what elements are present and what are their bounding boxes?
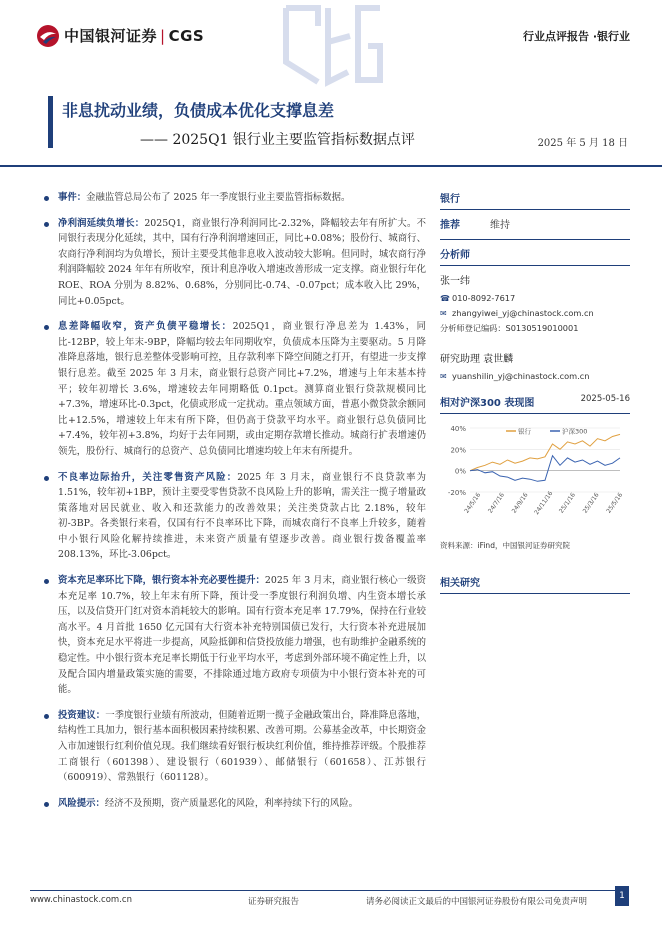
bullet-investment [44, 708, 426, 786]
chart-y-tick: 0% [454, 467, 466, 476]
chart-x-tick: 24/11/16 [533, 490, 555, 517]
page-number: 1 [615, 886, 629, 906]
chart-header [440, 394, 630, 409]
rating-row [440, 216, 630, 231]
chart-y-tick: -20% [447, 489, 466, 497]
sidebar [440, 190, 630, 529]
chart-x-tick: 25/5/16 [605, 491, 625, 515]
bullet-head: 事件： [58, 192, 87, 203]
chart-y-tick: 20% [450, 446, 466, 455]
bullet-interest-margin [44, 319, 426, 459]
assistant-name: 研究助理 袁世麟 [440, 354, 514, 365]
cgs-logo-icon [36, 24, 60, 48]
chart-legend-label: 沪深300 [562, 427, 588, 436]
chart-x-tick: 24/5/16 [463, 491, 483, 515]
footer-website[interactable]: www.chinastock.com.cn [30, 895, 132, 905]
chart-date: 2025-05-16 [580, 394, 630, 404]
sidebar-divider [440, 593, 630, 594]
analyst-reg-no: 分析师登记编码：S0130519010001 [440, 323, 579, 333]
bullet-head: 投资建议： [58, 709, 106, 721]
chart-legend-label: 银行 [518, 427, 531, 436]
bullet-text: 经济不及预期，资产质量恶化的风险，利率持续下行的风险。 [104, 797, 359, 809]
summary-bullets [44, 190, 426, 821]
bullet-head: 息差降幅收窄，资产负债平稳增长： [58, 321, 233, 333]
phone-text: 010-8092-7617 [452, 293, 516, 303]
chart-title: 相对沪深300 表现图 [440, 398, 535, 409]
analyst-name: 张一纬 [440, 276, 470, 287]
sidebar-divider [440, 413, 630, 414]
bullet-text: 2025Q1，商业银行净息差为 1.43%，同比-12BP，较上年末-9BP，降幅均较去年同期收窄，负债成本压降为主要驱动。5 月降准降息落地，银行息差整体受影响可控，且存款利率下降空间随之打开，有望进一步支撑银行息差。截至 2025 年 3 月末，商业银行总资产同比+7.2%，增速与上年末基本持平；较年初增长 3.6%，增速较去年同期略低 0.1pct。测算商业银行贷款规模同比+7.3%，增速环比-0.3pct，化债或形成一定扰动。重点领域方面，普惠小微贷款余额同比+12.5%，增速较上年末有所下降，但仍高于贷款平均水平。商业银行总负债同比+7.4%，较年初+3.8%，均好于去年同期，或由定期存款增长推动。城商行扩表增速仍领先，股份行、城商行的总资产、总负债同比增速均较上年末有所提升。 [58, 321, 426, 457]
email-text[interactable]: zhangyiwei_yj@chinastock.com.cn [452, 308, 594, 318]
related-heading: 相关研究 [440, 578, 480, 589]
email-icon: ✉ [440, 372, 447, 381]
analyst-heading: 分析师 [440, 250, 470, 261]
bullet-npl [44, 470, 426, 564]
footer-center: 证券研究报告 [248, 897, 300, 907]
industry-label: 银行 [440, 194, 460, 205]
phone-icon: ☎ [440, 294, 450, 303]
relative-performance-chart [440, 420, 630, 525]
chart-x-tick: 24/9/16 [510, 491, 530, 515]
bullet-head: 资本充足率环比下降，银行资本补充必要性提升： [58, 575, 265, 587]
brand-name-cn: 中国银河证券 [64, 27, 158, 45]
bullet-text: 2025 年 3 月末，商业银行核心一级资本充足率 10.7%，较上年末有所下降，预计受一季度银行利润负增、内生资本增长承压，以及信贷开门红对资本消耗较大的影响。国有行资本充足率 17.79%，保持在行业较高水平。4 月首批 1650 亿元国有大行资本补充特别国债已发行，大行资本补充进展加快，资本充足水平将进一步提高，风险抵御和信贷投放能力增强，也有助维护金融系统的稳定性。中小银行资本充足率长期低于行业平均水平，考虑到外部环境不确定性上升，以及配合国内增量政策实施的需要，不排除通过地方政府专项债为中小银行资本补充的可能。 [58, 575, 426, 696]
bullet-risk [44, 796, 426, 812]
chart-series-line [470, 434, 620, 470]
chart-x-tick: 25/3/16 [581, 491, 601, 515]
rating-value: 维持 [490, 220, 510, 231]
bullet-text: 金融监管总局公布了 2025 年一季度银行业主要监管指标数据。 [86, 192, 351, 203]
chart-x-tick: 25/1/16 [557, 491, 577, 515]
report-date: 2025 年 5 月 18 日 [537, 138, 628, 149]
rating-label: 推荐 [440, 220, 460, 231]
footer-divider [30, 890, 628, 891]
bullet-text: 2025Q1，商业银行净利润同比-2.32%，降幅较去年有所扩大。不同银行表现分化延续，其中，国有行净利润增速回正，同比+0.08%；股份行、城商行、农商行净利润均为负增长，预计主要受其他非息收入波动较大影响。但同时，城农商行净利润降幅较 2024 年年有所收窄，预计利息净收入增速改善形成一定支撑。商业银行年化 ROE、ROA 分别为 8.82%、0.68%，分别同比-0.74、-0.07pct；成本收入比 29%，同比+0.05pct。 [58, 217, 426, 307]
bullet-net-profit [44, 216, 426, 310]
chart-y-tick: 40% [450, 425, 466, 433]
analyst-email[interactable] [440, 306, 630, 321]
assistant-email[interactable] [440, 369, 630, 384]
bullet-event [44, 190, 426, 206]
related-research [440, 574, 630, 600]
header-divider [0, 165, 662, 167]
footer-disclaimer: 请务必阅读正文最后的中国银河证券股份有限公司免责声明 [366, 897, 588, 907]
cgs-watermark-icon [278, 2, 388, 88]
email-text[interactable]: yuanshilin_yj@chinastock.com.cn [452, 371, 590, 381]
bullet-head: 不良率边际抬升，关注零售资产风险： [58, 471, 238, 483]
bullet-text: 2025 年 3 月末，商业银行不良贷款率为 1.51%，较年初+1BP，预计主要受零售贷款不良风险上升的影响，需关注一揽子增量政策落地对居民就业、收入和还款能力的改善效果；关注类贷款占比 2.18%，较年初-3BP。各类银行来看，仅国有行不良率环比下降，而城农商行不良率上升较多，随着中小银行风险化解持续推进，未来资产质量有望逐步改善。商业银行拨备覆盖率 208.13%，环比-3.06pct。 [58, 471, 426, 561]
chart-x-tick: 24/7/16 [486, 491, 506, 515]
brand-name-en: CGS [168, 27, 205, 45]
analyst-phone [440, 291, 630, 306]
title-accent-bar [48, 96, 53, 148]
brand-logo: 中国银河证券 | CGS [64, 27, 205, 45]
bullet-head: 风险提示： [58, 797, 105, 809]
sidebar-divider [440, 265, 630, 266]
bullet-head: 净利润延续负增长： [58, 217, 145, 229]
email-icon: ✉ [440, 309, 447, 318]
bullet-capital [44, 573, 426, 698]
chart-series-line [470, 456, 620, 482]
bullet-text: 一季度银行业绩有所波动，但随着近期一揽子金融政策出台，降准降息落地，结构性工具加力，银行基本面积极因素持续积累、改善可期。公募基金改革，中长期资金入市加速银行红利价值兑现。我们继续看好银行板块红利价值，维持推荐评级。个股推荐工商银行（601398）、建设银行（601939）、邮储银行（601658）、江苏银行（600919）、常熟银行（601128）。 [58, 709, 426, 784]
sidebar-divider [440, 239, 630, 240]
report-subtitle: —— 2025Q1 银行业主要监管指标数据点评 [140, 132, 415, 148]
chart-source: 资料来源：iFind，中国银河证券研究院 [440, 541, 570, 550]
report-type: 行业点评报告 ·银行业 [522, 30, 630, 43]
report-title: 非息扰动业绩，负债成本优化支撑息差 [62, 101, 335, 120]
sidebar-divider [440, 209, 630, 210]
